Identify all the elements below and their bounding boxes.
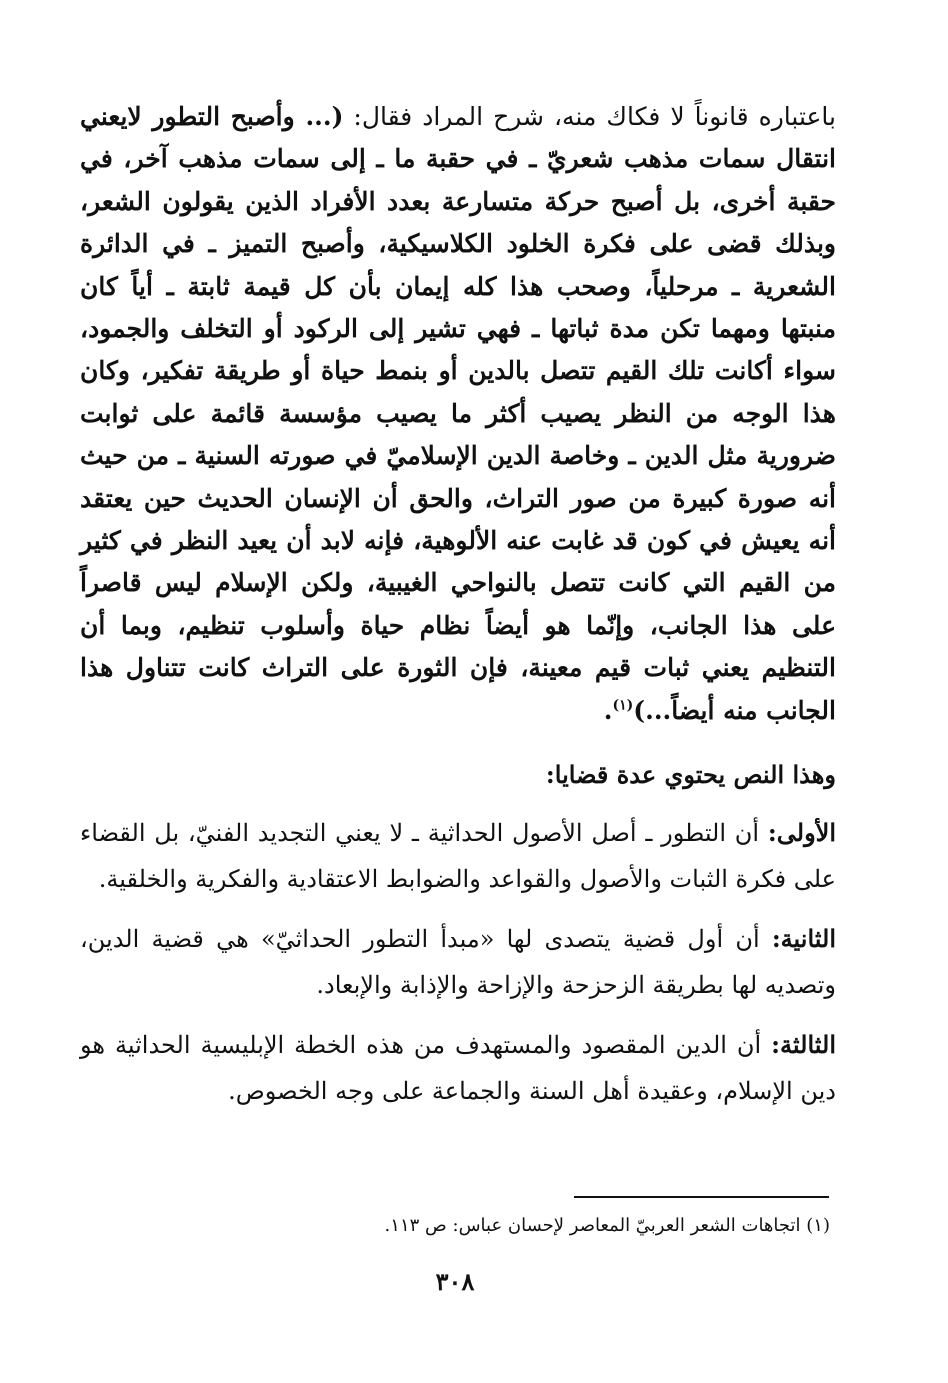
issue-label: الثالثة: bbox=[771, 1030, 836, 1060]
issue-text: أن أول قضية يتصدى لها «مبدأ التطور الحداثيّ» هي قضية الدين، وتصديه لها بطريقة الزحزحة والإزاحة والإذابة والإبعاد. bbox=[80, 925, 836, 999]
page-number: ٣٠٨ bbox=[435, 1267, 475, 1296]
page-body bbox=[80, 96, 836, 1114]
footnote: (١) اتجاهات الشعر العربيّ المعاصر لإحسان عباس: ص ١١٣. bbox=[384, 1215, 830, 1236]
issue-text: أن الدين المقصود والمستهدف من هذه الخطة الإبليسية الحداثية هو دين الإسلام، وعقيدة أهل السنة والجماعة على وجه الخصوص. bbox=[80, 1031, 836, 1105]
issue-text: أن التطور ـ أصل الأصول الحداثية ـ لا يعني التجديد الفنيّ، بل القضاء على فكرة الثبات والأصول والقواعد والضوابط الاعتقادية والفكرية والخلقية. bbox=[80, 819, 836, 893]
issue-label: الثانية: bbox=[771, 924, 836, 954]
issues-heading: وهذا النص يحتوي عدة قضايا: bbox=[545, 760, 836, 790]
issue-paragraph-second bbox=[80, 916, 836, 1008]
quoted-paragraph bbox=[80, 96, 836, 732]
quote-intro: باعتباره قانوناً لا فكاك منه، شرح المراد فقال: bbox=[343, 102, 836, 131]
quote-text: (... وأصبح التطور لايعني انتقال سمات مذهب شعريّ ـ في حقبة ما ـ إلى سمات مذهب آخر، في حقبة أخرى، بل أصبح حركة متسارعة بعدد الأفراد الذين يقولون الشعر، وبذلك قضى على فكرة الخلود الكلاسيكية، وأصبح التميز ـ في الدائرة الشعرية ـ مرحلياً، وصحب هذا كله إيمان بأن كل قيمة ثابتة ـ أياً كان منبتها ومهما تكن مدة ثباتها ـ فهي تشير إلى الركود أو التخلف والجمود، سواء أكانت تلك القيم تتصل بالدين أو بنمط حياة أو طريقة تفكير، وكان هذا الوجه من النظر يصيب أكثر ما يصيب مؤسسة قائمة على ثوابت ضرورية مثل الدين ـ وخاصة الدين الإسلاميّ في صورته السنية ـ من حيث أنه صورة كبيرة من صور التراث، والحق أن الإنسان الحديث حين يعتقد أنه يعيش في كون قد غابت عنه الألوهية، فإنه لابد أن يعيد النظر في كثير من القيم التي كانت تتصل بالنواحي الغيبية، ولكن الإسلام ليس قاصراً على هذا الجانب، وإنّما هو أيضاً نظام حياة وأسلوب تنظيم، وبما أن التنظيم يعني ثبات قيم معينة، فإن الثورة على التراث كانت تتناول هذا الجانب منه أيضاً...) bbox=[80, 102, 836, 725]
footnote-separator bbox=[574, 1196, 829, 1198]
issue-paragraph-third bbox=[80, 1022, 836, 1114]
issue-label: الأولى: bbox=[767, 818, 837, 848]
footnote-reference[interactable]: (١) bbox=[612, 697, 634, 714]
issue-paragraph-first bbox=[80, 810, 836, 902]
quote-end: . bbox=[603, 695, 613, 725]
